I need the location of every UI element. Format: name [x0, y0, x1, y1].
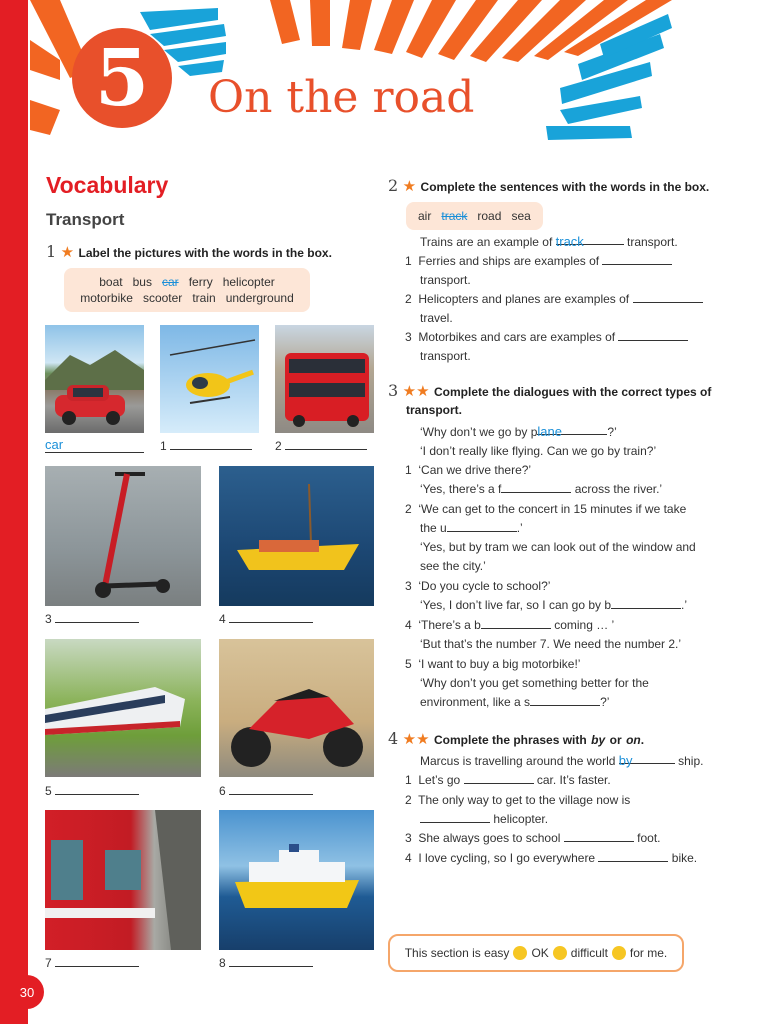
sentence-text: helicopter.	[493, 812, 549, 826]
answer-blank[interactable]	[530, 693, 600, 706]
label-number: 4	[219, 612, 226, 626]
sentence-text: car. It’s faster.	[536, 773, 611, 787]
answer-label-4	[219, 610, 329, 626]
feedback-text: OK	[531, 946, 549, 960]
ex2-instruction: Complete the sentences with the words in the box.	[420, 180, 710, 194]
unit-title: On the road	[208, 72, 475, 123]
answer-blank[interactable]	[55, 954, 139, 967]
self-assessment-box	[388, 934, 684, 972]
item-number: 1	[405, 773, 412, 787]
label-number: 1	[160, 439, 167, 453]
answer-label-1	[160, 437, 259, 453]
sentence-text: I love cycling, so I go everywhere	[418, 851, 596, 865]
sentence-text: ship.	[678, 754, 704, 768]
answer-blank[interactable]	[537, 422, 607, 439]
sentence-text: transport.	[420, 349, 471, 363]
ex4-instruction-or: or	[609, 733, 622, 747]
dialogue-text: ‘Can we drive there?’	[418, 463, 532, 477]
sentence-text: transport.	[420, 273, 471, 287]
dialogue-text: ‘Do you cycle to school?’	[418, 579, 551, 593]
dialogue-text: see the city.’	[420, 559, 486, 573]
ex4-instruction: Complete the phrases with	[434, 733, 587, 747]
sentence-text: Helicopters and planes are examples of	[418, 292, 630, 306]
sentence-text: She always goes to school	[418, 831, 561, 845]
item-number: 5	[405, 657, 412, 671]
sentence-text: Let’s go	[418, 773, 461, 787]
answer-blank[interactable]	[55, 782, 139, 795]
sentence-text: The only way to get to the village now is	[418, 793, 631, 807]
word: helicopter	[222, 275, 275, 289]
section-heading: Vocabulary	[46, 172, 169, 198]
item-number: 1	[405, 254, 412, 268]
ex3-number: 3	[388, 381, 399, 400]
ex2-word-box	[406, 202, 543, 230]
dialogue-text: .’	[516, 521, 523, 535]
ex4-header	[388, 729, 644, 749]
label-number: 5	[45, 784, 52, 798]
picture-bus	[275, 325, 374, 433]
label-number: 7	[45, 956, 52, 970]
answer-blank[interactable]	[464, 771, 534, 784]
dialogue-text: ‘Yes, I don’t live far, so I can go by b	[420, 598, 612, 612]
crossed-word: car	[162, 275, 179, 289]
left-margin-bar	[0, 0, 28, 1024]
ex4-word-by: by	[591, 733, 606, 747]
ex3-item-3	[405, 577, 745, 615]
page-number: 30	[10, 975, 44, 1009]
dialogue-text: across the river.’	[574, 482, 663, 496]
sentence-text: Trains are an example of	[420, 235, 553, 249]
ex2-item-2	[405, 290, 735, 328]
sentence-text: foot.	[637, 831, 661, 845]
answer-label-example	[45, 437, 144, 453]
word: motorbike	[80, 291, 133, 305]
ex2-example	[420, 232, 678, 252]
feedback-text: This section is easy	[404, 946, 510, 960]
dialogue-text: ‘We can get to the concert in 15 minutes if we take	[418, 502, 687, 516]
answer-label-2	[275, 437, 374, 453]
ex1-number: 1	[46, 242, 57, 261]
handwritten-answer: lane	[537, 424, 562, 439]
crossed-word: track	[441, 209, 468, 223]
neutral-face-icon[interactable]	[553, 946, 567, 960]
answer-blank[interactable]	[555, 232, 624, 249]
unit-number-badge: 5	[72, 28, 172, 128]
ex4-word-on: on	[626, 733, 641, 747]
sad-face-icon[interactable]	[612, 946, 626, 960]
dialogue-text: the u	[420, 521, 447, 535]
item-number: 2	[405, 292, 412, 306]
ex1-instruction: Label the pictures with the words in the box.	[78, 246, 332, 260]
dialogue-text: coming … ’	[554, 618, 615, 632]
sentence-text: transport.	[626, 235, 678, 249]
ex4-item-1	[405, 771, 611, 790]
ex3-header	[388, 382, 728, 419]
picture-helicopter	[160, 325, 259, 433]
dialogue-text: ?’	[607, 425, 617, 439]
word: boat	[99, 275, 123, 289]
dialogue-text: .’	[681, 598, 688, 612]
feedback-text: difficult	[570, 946, 608, 960]
word: sea	[511, 209, 531, 223]
item-number: 2	[405, 793, 412, 807]
star-icon: ★	[402, 178, 417, 195]
sentence-text: Ferries and ships are examples of	[418, 254, 600, 268]
word: ferry	[188, 275, 213, 289]
ex2-number: 2	[388, 176, 399, 195]
label-number: 6	[219, 784, 226, 798]
ex4-instruction-end: .	[640, 733, 645, 747]
dialogue-text: environment, like a s	[420, 695, 531, 709]
item-number: 3	[405, 330, 412, 344]
answer-blank[interactable]	[598, 849, 668, 862]
feedback-text: for me.	[629, 946, 668, 960]
picture-scooter	[45, 466, 201, 606]
ex3-instruction: Complete the dialogues with the correct types of	[434, 385, 712, 399]
star-icon: ★★	[402, 383, 430, 400]
word: underground	[225, 291, 294, 305]
answer-blank[interactable]	[447, 519, 517, 532]
dialogue-text: ‘Why don’t you get something better for the	[420, 676, 649, 690]
answer-blank[interactable]	[481, 616, 551, 629]
item-number: 1	[405, 463, 412, 477]
dialogue-text: ‘Yes, there’s a f	[420, 482, 502, 496]
ex3-item-1	[405, 461, 735, 499]
dialogue-text: ‘Why don’t we go by p	[420, 425, 538, 439]
item-number: 4	[405, 618, 412, 632]
handwritten-answer: car	[45, 437, 64, 452]
ex1-word-box	[64, 268, 310, 312]
picture-motorbike	[219, 639, 374, 777]
answer-label-8	[219, 954, 329, 970]
handwritten-answer: track	[555, 234, 584, 249]
item-number: 3	[405, 579, 412, 593]
dialogue-text: ‘But that’s the number 7. We need the number 2.’	[420, 637, 682, 651]
answer-blank[interactable]	[618, 751, 675, 768]
ex4-number: 4	[388, 729, 399, 748]
picture-train	[45, 639, 201, 777]
answer-blank[interactable]	[229, 954, 313, 967]
answer-blank[interactable]	[55, 610, 139, 623]
ex2-header	[388, 176, 709, 196]
happy-face-icon[interactable]	[513, 946, 527, 960]
ex4-example	[420, 751, 703, 771]
picture-ferry	[219, 810, 374, 950]
item-number: 4	[405, 851, 412, 865]
sentence-text: Motorbikes and cars are examples of	[418, 330, 616, 344]
answer-blank[interactable]	[229, 610, 313, 623]
picture-boat	[219, 466, 374, 606]
ex3-item-5	[405, 655, 745, 712]
ex3-example	[420, 422, 740, 461]
ex3-item-4	[405, 616, 745, 654]
item-number: 2	[405, 502, 412, 516]
dialogue-text: ‘I don’t really like flying. Can we go by train?’	[420, 444, 657, 458]
ex1-header	[46, 242, 332, 262]
answer-blank[interactable]	[229, 782, 313, 795]
word: air	[418, 209, 432, 223]
answer-blank[interactable]	[602, 252, 672, 265]
answer-label-7	[45, 954, 155, 970]
answer-blank[interactable]	[564, 829, 634, 842]
sentence-text: travel.	[420, 311, 453, 325]
sentence-text: bike.	[671, 851, 698, 865]
word: bus	[132, 275, 152, 289]
answer-blank[interactable]	[611, 596, 681, 609]
answer-blank[interactable]	[501, 480, 571, 493]
label-number: 2	[275, 439, 282, 453]
ex4-item-4	[405, 849, 697, 868]
word: scooter	[142, 291, 183, 305]
ex2-item-1	[405, 252, 735, 290]
handwritten-answer: by	[618, 753, 633, 768]
answer-blank[interactable]	[170, 437, 252, 450]
label-number: 8	[219, 956, 226, 970]
ex3-instruction-cont: transport.	[406, 403, 463, 417]
ex4-item-2	[405, 791, 735, 829]
dialogue-text: ‘Yes, but by tram we can look out of the window and	[420, 540, 696, 554]
answer-blank[interactable]	[633, 290, 703, 303]
answer-blank[interactable]	[285, 437, 367, 450]
answer-blank[interactable]	[618, 328, 688, 341]
dialogue-text: ?’	[600, 695, 610, 709]
dialogue-text: ‘There’s a b	[418, 618, 481, 632]
ex3-item-2	[405, 500, 745, 576]
answer-label-6	[219, 782, 329, 798]
answer-label-3	[45, 610, 155, 626]
word: train	[192, 291, 216, 305]
label-number: 3	[45, 612, 52, 626]
answer-blank[interactable]	[420, 810, 490, 823]
section-subheading: Transport	[46, 210, 125, 229]
star-icon: ★	[60, 244, 75, 261]
dialogue-text: ‘I want to buy a big motorbike!’	[418, 657, 581, 671]
item-number: 3	[405, 831, 412, 845]
ex4-item-3	[405, 829, 661, 848]
star-icon: ★★	[402, 731, 430, 748]
ex2-item-3	[405, 328, 735, 366]
sentence-text: Marcus is travelling around the world	[420, 754, 616, 768]
answer-label-5	[45, 782, 155, 798]
word: road	[477, 209, 502, 223]
picture-car	[45, 325, 144, 433]
picture-underground	[45, 810, 201, 950]
